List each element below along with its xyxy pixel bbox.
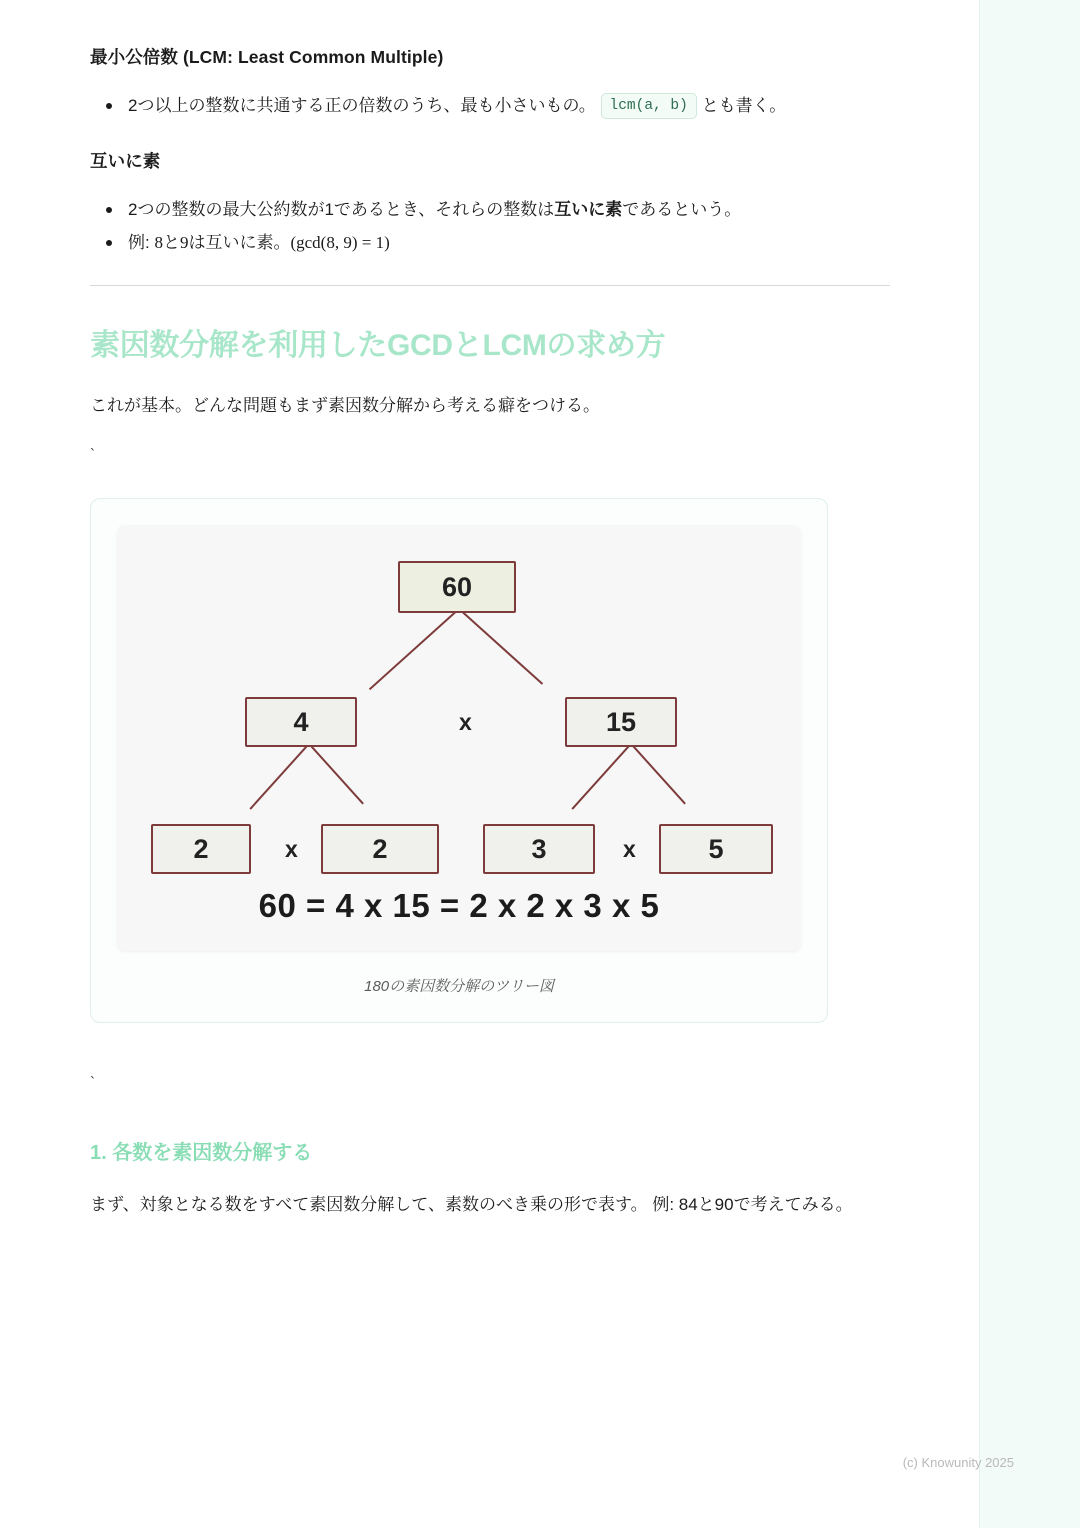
- figure-caption: 180の素因数分解のツリー図: [364, 978, 554, 996]
- tree-node-leaf-4: 5: [659, 824, 773, 874]
- coprime-example-math: 8と9は互いに素。(gcd(8, 9) = 1): [154, 233, 390, 253]
- list-item: [128, 194, 890, 225]
- lcm-heading-main: 最小公倍数: [90, 47, 178, 67]
- tree-node-leaf-2: 2: [321, 824, 439, 874]
- lcm-bullet-text-2: とも書く。: [701, 96, 787, 116]
- coprime-text-a: 2つの整数の最大公約数が1であるとき、それらの整数は: [128, 199, 555, 219]
- operator-left: x: [285, 836, 298, 863]
- tree-node-root: 60: [398, 561, 516, 613]
- tree-edge: [369, 603, 465, 690]
- tree-node-leaf-3: 3: [483, 824, 595, 874]
- tree-node-leaf-1: 2: [151, 824, 251, 874]
- right-side-panel: [979, 0, 1080, 1528]
- lcm-heading-sub: (LCM: Least Common Multiple): [178, 47, 444, 67]
- divider: [90, 285, 890, 286]
- operator-top: x: [459, 709, 472, 736]
- tree-node-left: 4: [245, 697, 357, 747]
- coprime-text-bold: 互いに素: [554, 199, 623, 219]
- list-item: [128, 90, 890, 121]
- coprime-heading: 互いに素: [90, 150, 161, 171]
- step-1-title: 1. 各数を素因数分解する: [90, 1142, 313, 1165]
- step-1-text: まず、対象となる数をすべて素因数分解して、素数のべき乗の形で表す。 例: 84と90で考えてみる。: [90, 1195, 853, 1215]
- coprime-bullet-list: [90, 194, 890, 259]
- tree-edge: [249, 740, 312, 810]
- list-item: [128, 227, 890, 258]
- tree-edge: [453, 603, 544, 685]
- coprime-example-label: 例:: [128, 233, 155, 253]
- watermark: (c) Knowunity 2025: [902, 1455, 1014, 1470]
- tree-node-right: 15: [565, 697, 677, 747]
- factorization-equation: 60 = 4 x 15 = 2 x 2 x 3 x 5: [258, 887, 660, 925]
- tree-edge: [571, 740, 634, 810]
- figure-card: [90, 498, 828, 1023]
- page-title: 素因数分解を利用したGCDとLCMの求め方: [90, 328, 666, 362]
- lcm-inline-code: lcm(a, b): [601, 93, 697, 119]
- tick-mark-top: `: [90, 446, 95, 464]
- section-intro-text: これが基本。どんな問題もまず素因数分解から考える癖をつける。: [90, 395, 600, 415]
- lcm-bullet-text-1: 2つ以上の整数に共通する正の倍数のうち、最も小さいもの。: [128, 96, 596, 116]
- tick-mark-bottom: `: [90, 1074, 95, 1092]
- figure-image: [117, 525, 801, 951]
- tree-edge: [306, 740, 364, 805]
- factor-tree: [129, 543, 789, 873]
- operator-right: x: [623, 836, 636, 863]
- coprime-text-c: であるという。: [622, 199, 742, 219]
- tree-edge: [628, 740, 686, 805]
- lcm-bullet-list: [90, 90, 890, 121]
- lcm-heading: [90, 44, 890, 70]
